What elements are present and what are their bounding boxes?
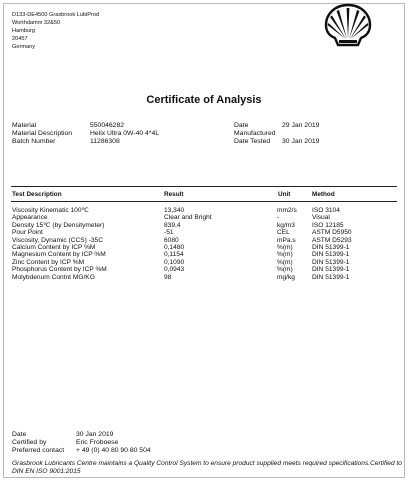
preferred-contact-row bbox=[12, 447, 151, 455]
method-cell: ASTM D5293 bbox=[312, 236, 352, 244]
result-cell: -51 bbox=[164, 229, 174, 237]
footer-value: 30 Jan 2019 bbox=[76, 431, 114, 438]
unit-cell: %(m) bbox=[277, 244, 293, 252]
meta-value: 29 Jan 2019 bbox=[282, 122, 320, 129]
test-description-cell: Calcium Content by ICP %M bbox=[12, 244, 96, 252]
method-cell: DIN 51399-1 bbox=[312, 251, 350, 259]
table-row bbox=[12, 229, 392, 236]
method-cell: DIN 51399-1 bbox=[312, 244, 350, 252]
footer-value: Eric Froboese bbox=[76, 438, 119, 446]
date-manufactured-row bbox=[234, 122, 319, 138]
table-row bbox=[12, 237, 392, 244]
date-info bbox=[234, 122, 319, 146]
table-row bbox=[12, 259, 392, 266]
document-title: Certificate of Analysis bbox=[146, 94, 262, 106]
logo-ribs bbox=[328, 8, 369, 39]
meta-value: 11286308 bbox=[90, 138, 120, 145]
meta-value: 550046282 bbox=[90, 122, 125, 129]
result-cell: Clear and Bright bbox=[164, 214, 212, 222]
unit-cell: CEL bbox=[277, 229, 290, 237]
footer-label: Date bbox=[12, 431, 27, 438]
test-description-cell: Pour Point bbox=[12, 229, 43, 237]
unit-cell: kg/m3 bbox=[277, 221, 295, 229]
material-row bbox=[12, 122, 159, 130]
footer-label: Preferred contact bbox=[12, 446, 65, 454]
result-cell: 0,0943 bbox=[164, 266, 185, 274]
header-unit: Unit bbox=[278, 191, 291, 198]
unit-cell: mm2/s bbox=[277, 207, 297, 214]
method-cell: ISO 3104 bbox=[312, 207, 340, 214]
test-description-cell: Magnesium Content by ICP %M bbox=[12, 251, 106, 259]
result-cell: 6080 bbox=[164, 236, 179, 244]
unit-cell: %(m) bbox=[277, 258, 293, 266]
test-description-cell: Density 15℃ (by Densitymeter) bbox=[12, 221, 105, 229]
sender-address bbox=[12, 11, 99, 51]
test-description-cell: Viscosity, Dynamic (CCS) -35C bbox=[12, 236, 103, 244]
meta-label: Batch Number bbox=[12, 138, 56, 145]
unit-cell: mg/kg bbox=[277, 273, 295, 281]
unit-cell: mPa.s bbox=[277, 236, 296, 244]
table-top-rule bbox=[11, 186, 397, 187]
table-row bbox=[12, 222, 392, 229]
header-result: Result bbox=[164, 191, 184, 198]
method-cell: Visual bbox=[312, 214, 330, 222]
sender-line: Worthdamm 32&50 bbox=[12, 20, 61, 26]
result-cell: 0,1154 bbox=[164, 251, 184, 259]
certified-by-row bbox=[12, 439, 151, 447]
footer-label: Certified by bbox=[12, 438, 47, 446]
test-description-cell: Viscosity Kinematic 100℃ bbox=[12, 207, 89, 214]
test-description-cell: Appearance bbox=[12, 214, 48, 222]
result-cell: 0,1480 bbox=[164, 244, 185, 252]
footer-value: + 49 (0) 40 80 90 80 504 bbox=[76, 446, 151, 454]
method-cell: ASTM D5950 bbox=[312, 229, 352, 237]
result-cell: 13,340 bbox=[164, 207, 185, 214]
table-row bbox=[12, 214, 392, 221]
results-table bbox=[12, 207, 392, 281]
logo-base bbox=[339, 40, 357, 43]
table-row bbox=[12, 251, 392, 258]
material-info bbox=[12, 122, 159, 146]
sender-line: 20457 bbox=[12, 36, 28, 42]
meta-label: Material bbox=[12, 122, 37, 129]
sender-line: Hamburg bbox=[12, 28, 36, 34]
material-description-row bbox=[12, 130, 159, 138]
method-cell: DIN 51399-1 bbox=[312, 266, 350, 274]
method-cell: ISO 12185 bbox=[312, 221, 344, 229]
date-tested-row bbox=[234, 138, 319, 146]
result-cell: 839,4 bbox=[164, 221, 181, 229]
test-description-cell: Phosphorus Content by ICP %M bbox=[12, 266, 107, 274]
result-cell: 98 bbox=[164, 273, 172, 281]
method-cell: DIN 51399-1 bbox=[312, 258, 350, 266]
unit-cell: - bbox=[277, 214, 280, 222]
certification-footer bbox=[12, 431, 151, 454]
quality-statement: Grasbrook Lubricants Centre maintains a Quality Control System to ensure product supplied meets required specifications.Certified to DIN EN ISO 9001:2015 bbox=[12, 460, 402, 475]
meta-value: Helix Ultra 0W-40 4*4L bbox=[90, 130, 160, 137]
unit-cell: %(m) bbox=[277, 266, 293, 274]
sender-line: Germany bbox=[12, 44, 36, 50]
batch-number-row bbox=[12, 138, 159, 146]
test-description-cell: Zinc Content by ICP %M bbox=[12, 258, 85, 266]
table-row bbox=[12, 244, 392, 251]
method-cell: DIN 51399-1 bbox=[312, 273, 350, 281]
meta-label: Date Tested bbox=[234, 138, 271, 145]
test-description-cell: Molybdenum Contnt MG/KG bbox=[12, 273, 95, 281]
sender-line: D133-DE4500 Grasbrook LubiProd bbox=[12, 12, 100, 18]
date-row bbox=[12, 431, 151, 439]
meta-value: 30 Jan 2019 bbox=[282, 138, 320, 145]
table-row bbox=[12, 266, 392, 273]
meta-label: Date Manufactured bbox=[234, 122, 276, 137]
unit-cell: %(m) bbox=[277, 251, 293, 259]
shell-pecten-logo bbox=[322, 2, 374, 48]
table-header-rule bbox=[11, 201, 397, 202]
table-row bbox=[12, 274, 392, 281]
header-method: Method bbox=[312, 191, 335, 198]
meta-label: Material Description bbox=[12, 130, 73, 137]
table-row bbox=[12, 207, 392, 214]
header-test-description: Test Description bbox=[12, 191, 62, 198]
result-cell: 0,1090 bbox=[164, 258, 185, 266]
